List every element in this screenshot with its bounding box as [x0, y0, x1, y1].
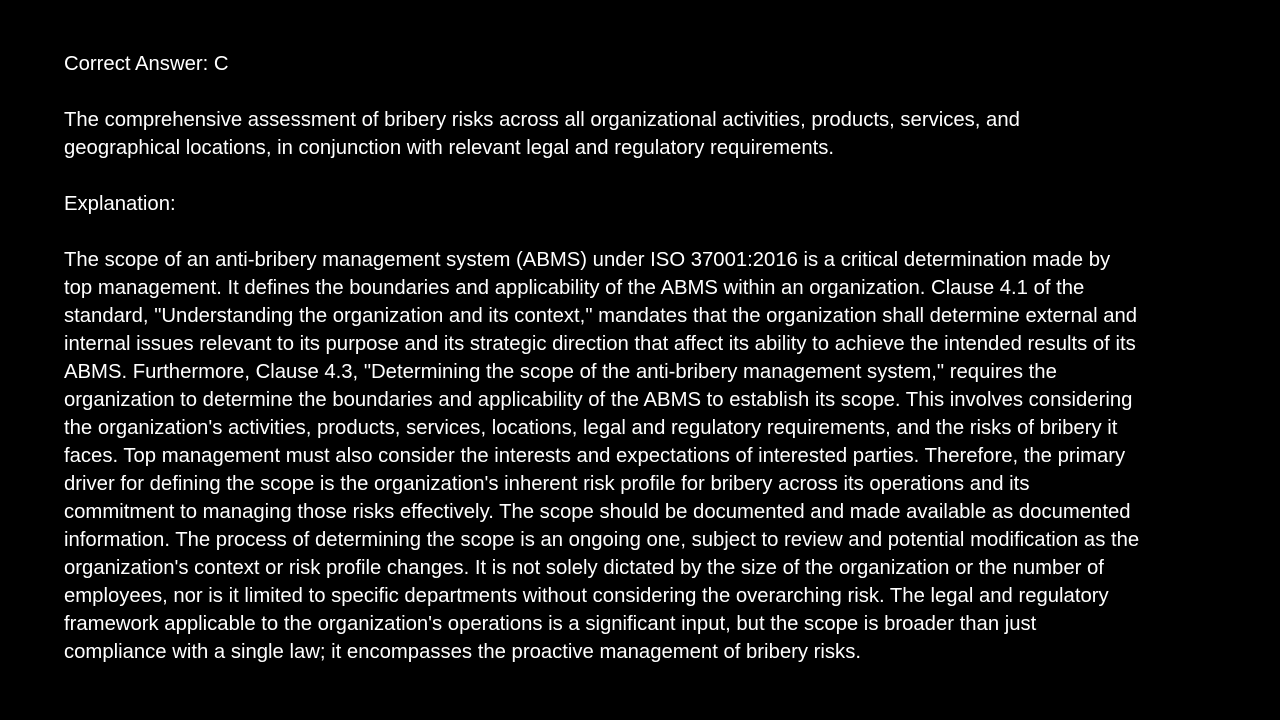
answer-text-line: The comprehensive assessment of bribery risks across all organizational activities, products, services, and [64, 109, 1020, 131]
explanation-line: compliance with a single law; it encompasses the proactive management of bribery risks. [64, 641, 861, 663]
spacer [64, 78, 1216, 106]
explanation-line: framework applicable to the organization's operations is a significant input, but the scope is broader than just [64, 613, 1037, 635]
explanation-line: standard, "Understanding the organization and its context," mandates that the organization shall determine external and [64, 305, 1138, 327]
explanation-line: information. The process of determining the scope is an ongoing one, subject to review and potential modification as the [64, 529, 1140, 551]
answer-text [64, 106, 1216, 162]
explanation-body [64, 246, 1216, 666]
explanation-line: driver for defining the scope is the organization's inherent risk profile for bribery across its operations and its [64, 473, 1030, 495]
explanation-heading: Explanation: [64, 193, 176, 215]
answer-text-line: geographical locations, in conjunction with relevant legal and regulatory requirements. [64, 137, 835, 159]
explanation-line: the organization's activities, products, services, locations, legal and regulatory requirements, and the risks of bribery it [64, 417, 1118, 439]
explanation-line: top management. It defines the boundaries and applicability of the ABMS within an organization. Clause 4.1 of the [64, 277, 1085, 299]
explanation-line: ABMS. Furthermore, Clause 4.3, "Determining the scope of the anti-bribery management system," requires the [64, 361, 1057, 383]
explanation-line: faces. Top management must also consider the interests and expectations of interested parties. Therefore, the primary [64, 445, 1126, 467]
explanation-line: organization to determine the boundaries and applicability of the ABMS to establish its scope. This involves considering [64, 389, 1133, 411]
explanation-line: The scope of an anti-bribery management system (ABMS) under ISO 37001:2016 is a critical determination made by [64, 249, 1111, 271]
spacer [64, 218, 1216, 246]
explanation-line: commitment to managing those risks effectively. The scope should be documented and made available as documented [64, 501, 1131, 523]
correct-answer-label: Correct Answer: C [64, 53, 229, 75]
explanation-line: organization's context or risk profile changes. It is not solely dictated by the size of the organization or the number of [64, 557, 1104, 579]
explanation-line: internal issues relevant to its purpose and its strategic direction that affect its ability to achieve the intended results of its [64, 333, 1136, 355]
spacer [64, 162, 1216, 190]
explanation-line: employees, nor is it limited to specific departments without considering the overarching risk. The legal and regulatory [64, 585, 1109, 607]
